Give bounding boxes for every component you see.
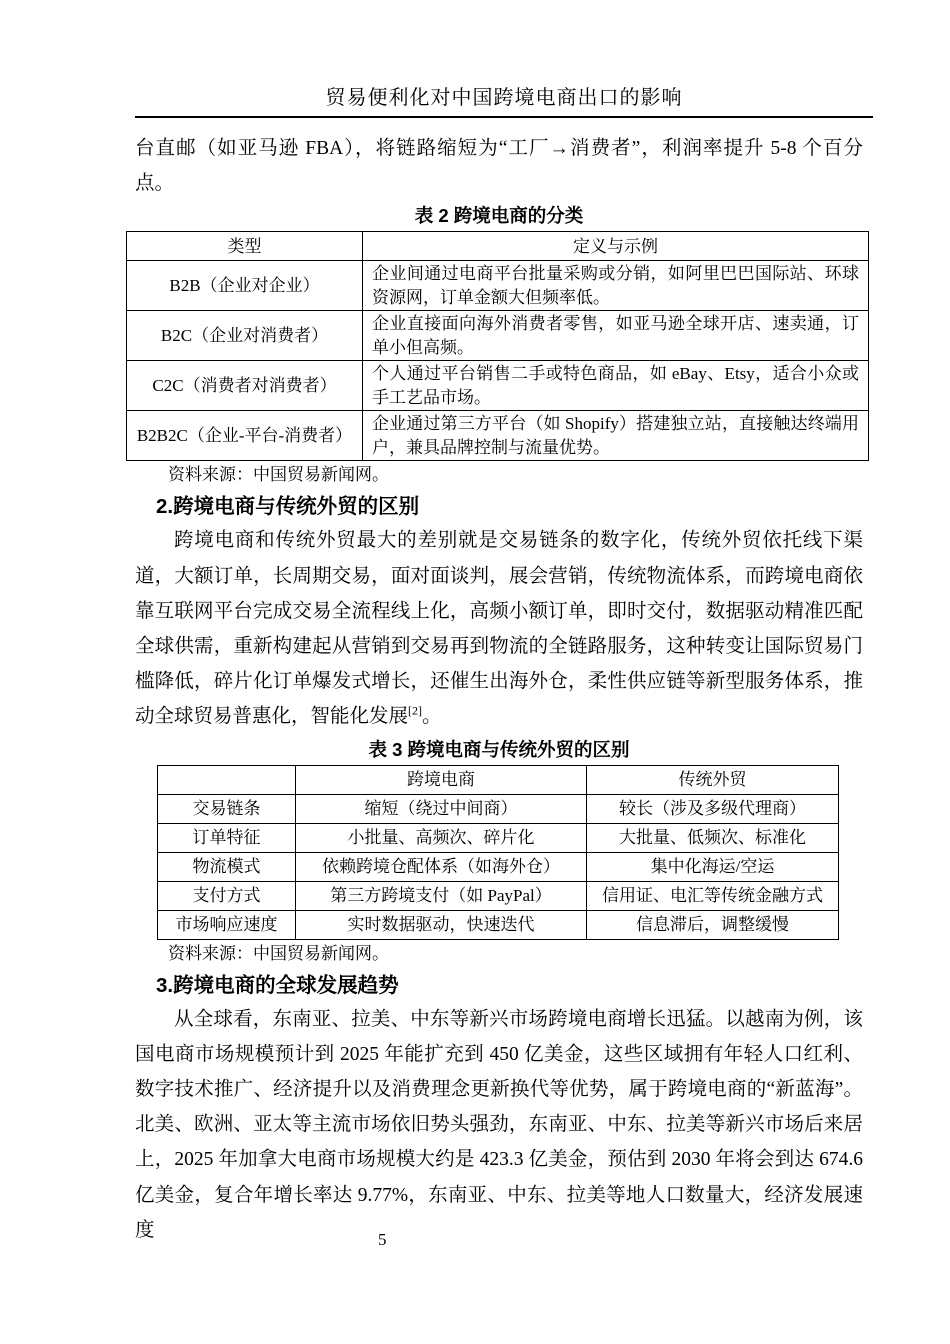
table-cell-definition: 企业间通过电商平台批量采购或分销，如阿里巴巴国际站、环球资源网，订单金额大但频率低。 [363,261,869,311]
table-cell-dimension: 订单特征 [158,823,296,852]
section2-body-period: 。 [422,706,442,728]
table-row [127,411,869,461]
table-cell-definition: 企业直接面向海外消费者零售，如亚马逊全球开店、速卖通，订单小但高频。 [363,311,869,361]
table2-header-type: 类型 [127,232,363,261]
table3-header-row [158,765,839,794]
table-cell-traditional: 集中化海运/空运 [587,852,839,881]
table-cell-dimension: 支付方式 [158,881,296,910]
table-cell-ecommerce: 第三方跨境支付（如 PayPal） [296,881,587,910]
table-cell-type: B2B2C（企业-平台-消费者） [127,411,363,461]
table3-header-ecommerce: 跨境电商 [296,765,587,794]
table-cell-type: B2C（企业对消费者） [127,311,363,361]
section3-heading: 3.跨境电商的全球发展趋势 [156,973,399,997]
page-number: 5 [378,1230,387,1249]
table2-caption: 表 2 跨境电商的分类 [414,205,584,227]
table-cell-ecommerce: 实时数据驱动，快速迭代 [296,910,587,939]
table-cell-type: C2C（消费者对消费者） [127,361,363,411]
table-row [158,910,839,939]
table-row [127,261,869,311]
table-cell-definition: 企业通过第三方平台（如 Shopify）搭建独立站，直接触达终端用户，兼具品牌控制与流量优势。 [363,411,869,461]
table3-caption: 表 3 跨境电商与传统外贸的区别 [368,738,630,760]
section2-body-text: 跨境电商和传统外贸最大的差别就是交易链条的数字化，传统外贸依托线下渠道，大额订单，长周期交易，面对面谈判，展会营销，传统物流体系，而跨境电商依靠互联网平台完成交易全流程线上化，高频小额订单，即时交付，数据驱动精准匹配全球供需，重新构建起从营销到交易再到物流的全链路服务，这种转变让国际贸易门槛降低，碎片化订单爆发式增长，还催生出海外仓，柔性供应链等新型服务体系，推动全球贸易普惠化，智能化发展 [135,530,863,728]
running-header [135,86,873,118]
table-cell-ecommerce: 依赖跨境仓配体系（如海外仓） [296,852,587,881]
table-cell-traditional: 信用证、电汇等传统金融方式 [587,881,839,910]
table-row [158,881,839,910]
running-header-title: 贸易便利化对中国跨境电商出口的影响 [325,87,683,109]
table-cell-dimension: 物流模式 [158,852,296,881]
table-row [158,794,839,823]
table-row [127,311,869,361]
opening-paragraph: 台直邮（如亚马逊 FBA），将链路缩短为“工厂→消费者”，利润率提升 5-8 个百分点。 [135,138,863,195]
table-cell-ecommerce: 小批量、高频次、碎片化 [296,823,587,852]
table3-header-traditional: 传统外贸 [587,765,839,794]
table-cell-traditional: 较长（涉及多级代理商） [587,794,839,823]
table3-source: 资料来源：中国贸易新闻网。 [168,943,389,963]
table-cell-traditional: 信息滞后，调整缓慢 [587,910,839,939]
table-cell-dimension: 市场响应速度 [158,910,296,939]
table-row [127,361,869,411]
page-content [135,131,863,1248]
table-cell-definition: 个人通过平台销售二手或特色商品，如 eBay、Etsy，适合小众或手工艺品市场。 [363,361,869,411]
table-cell-type: B2B（企业对企业） [127,261,363,311]
table2 [126,231,869,461]
table3 [157,765,839,940]
table-cell-ecommerce: 缩短（绕过中间商） [296,794,587,823]
section3-paragraph: 从全球看，东南亚、拉美、中东等新兴市场跨境电商增长迅猛。以越南为例，该国电商市场规模预计到 2025 年能扩充到 450 亿美金，这些区域拥有年轻人口红利、数字技术推广、经济提升以及消费理念更新换代等优势，属于跨境电商的“新蓝海”。北美、欧洲、亚太等主流市场依旧势头强劲，东南亚、中东、拉美等新兴市场后来居上，2025 年加拿大电商市场规模大约是 423.3 亿美金，预估到 2030 年将会到达 674.6 亿美金，复合年增长率达 9.77%，东南亚、中东、拉美等地人口数量大，经济发展速度 [135,1008,863,1241]
table-row [158,823,839,852]
reference-marker: [2] [408,703,423,718]
table3-header-empty [158,765,296,794]
table2-source: 资料来源：中国贸易新闻网。 [168,465,389,485]
table-cell-traditional: 大批量、低频次、标准化 [587,823,839,852]
table2-header-definition: 定义与示例 [363,232,869,261]
table-cell-dimension: 交易链条 [158,794,296,823]
section2-heading: 2.跨境电商与传统外贸的区别 [156,495,420,519]
table2-header-row [127,232,869,261]
table-row [158,852,839,881]
section2-paragraph [135,523,863,734]
